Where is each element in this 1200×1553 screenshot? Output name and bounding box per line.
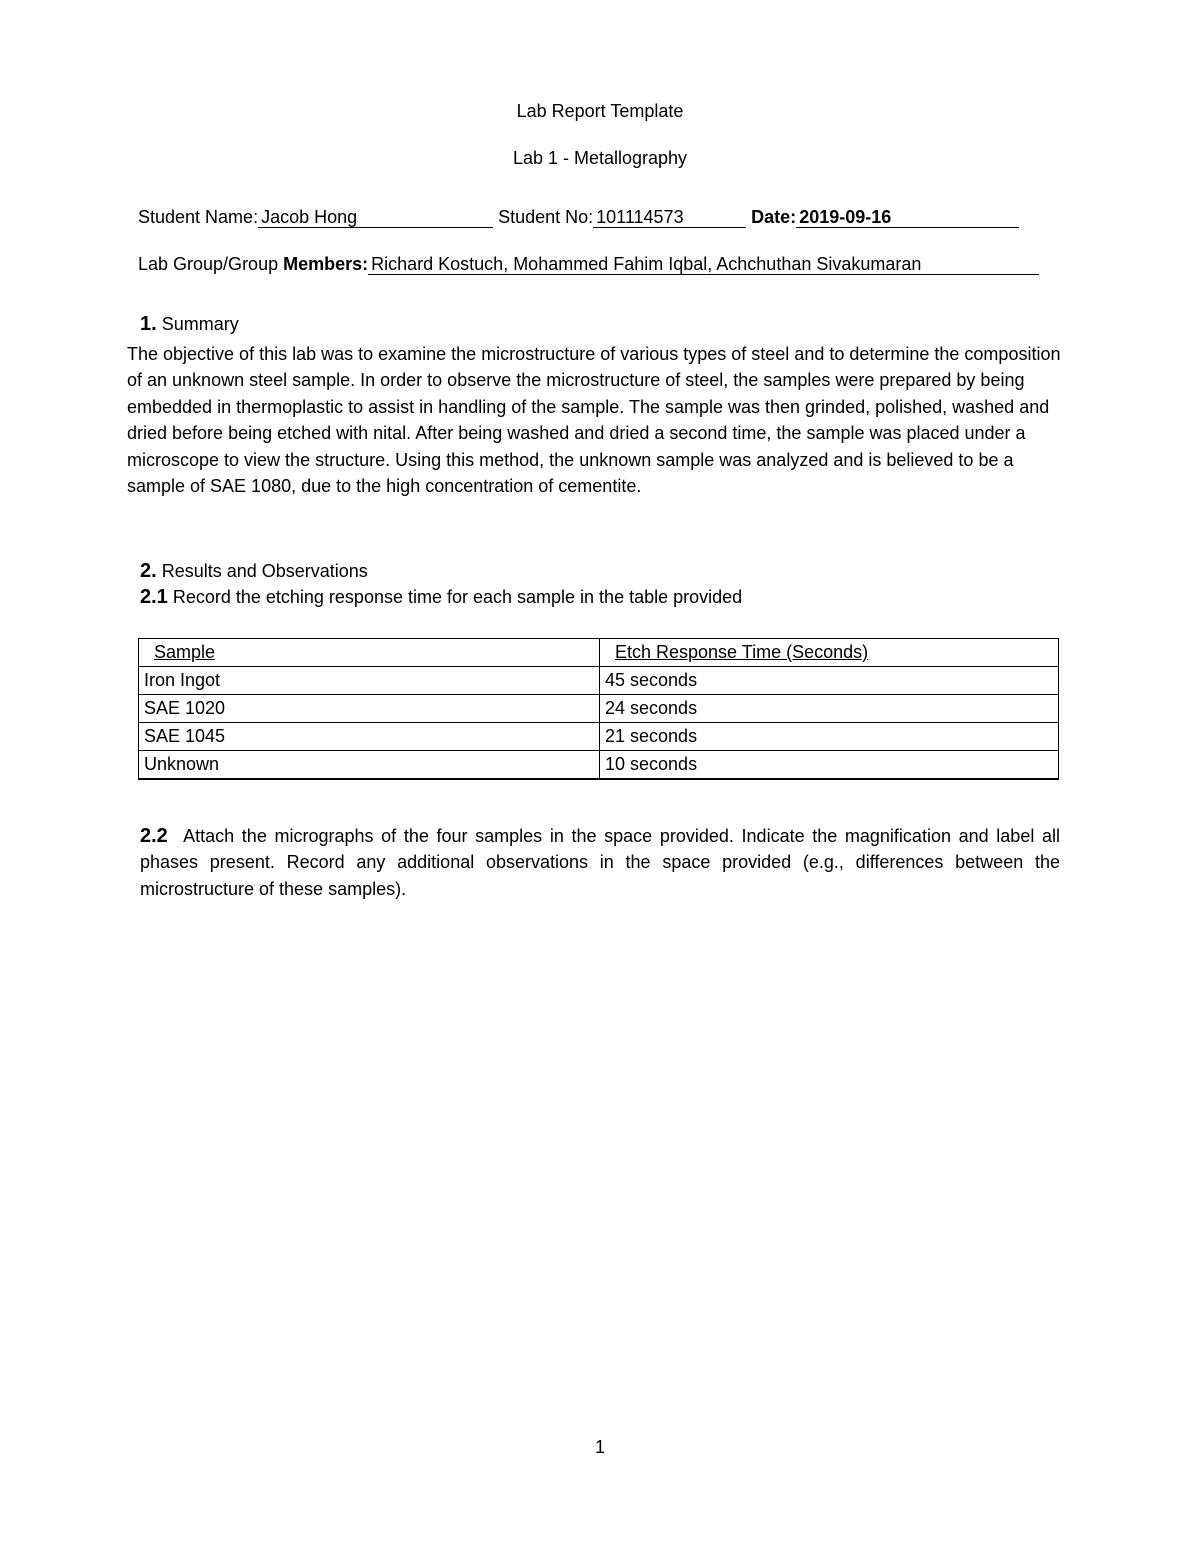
section-2-heading — [140, 560, 368, 583]
subsection-2-2 — [140, 823, 1060, 902]
subsection-2-1-text: Record the etching response time for each sample in the table provided — [172, 587, 743, 607]
table-row — [139, 723, 1059, 751]
table-cell: SAE 1045 — [139, 723, 600, 751]
table-cell: Unknown — [139, 751, 600, 780]
table-cell: 21 seconds — [600, 723, 1059, 751]
table-cell: 10 seconds — [600, 751, 1059, 780]
table-header-cell — [600, 639, 1059, 667]
group-members-value: Richard Kostuch, Mohammed Fahim Iqbal, Achchuthan Sivakumaran — [368, 254, 1039, 275]
table-row — [139, 751, 1059, 780]
date-label: Date: — [751, 207, 797, 227]
table-row — [139, 667, 1059, 695]
page-number: 1 — [594, 1437, 605, 1457]
table-row — [139, 695, 1059, 723]
date-value: 2019-09-16 — [796, 207, 1019, 228]
section-2-title: Results and Observations — [161, 561, 368, 581]
student-info-row — [138, 207, 1019, 228]
table-cell: 24 seconds — [600, 695, 1059, 723]
document-title: Lab Report Template — [516, 101, 684, 121]
student-name-label: Student Name: — [138, 207, 259, 227]
summary-paragraph: The objective of this lab was to examine the microstructure of various types of steel and to determine the composition of an unknown steel sample. In order to observe the microstructure of steel, the samples were prepared by being embedded in thermoplastic to assist in handling of the sample. The sample was then grinded, polished, washed and dried before being etched with nital. After being washed and dried a second time, the sample was placed under a microscope to view the structure. Using this method, the unknown sample was analyzed and is believed to be a sample of SAE 1080, due to the high concentration of cementite. — [127, 344, 1061, 497]
group-label — [138, 254, 368, 274]
table-cell: Iron Ingot — [139, 667, 600, 695]
table-header-row — [139, 639, 1059, 667]
subsection-2-1-number: 2.1 — [140, 586, 168, 608]
table-cell: 45 seconds — [600, 667, 1059, 695]
section-1-title: Summary — [161, 314, 239, 334]
etch-response-table — [138, 638, 1059, 780]
student-no-label: Student No: — [498, 207, 594, 227]
header-etch-time: Etch Response Time (Seconds) — [615, 642, 869, 662]
table-header-cell — [139, 639, 600, 667]
subsection-2-2-text: Attach the micrographs of the four samples in the space provided. Indicate the magnification and label all phases present. Record any additional observations in the space provided (e.g., differences between the microstructure of these samples). — [140, 826, 1060, 899]
document-subtitle: Lab 1 - Metallography — [512, 148, 688, 168]
header-sample: Sample — [154, 642, 216, 662]
section-1-number: 1. — [140, 313, 157, 335]
group-label-bold: Members: — [283, 254, 369, 274]
group-members-row — [138, 254, 1039, 275]
section-2-number: 2. — [140, 560, 157, 582]
subsection-2-1 — [140, 586, 742, 609]
table-cell: SAE 1020 — [139, 695, 600, 723]
student-no-value: 101114573 — [593, 207, 746, 228]
student-name-value: Jacob Hong — [258, 207, 493, 228]
section-1-heading — [140, 313, 239, 336]
group-label-prefix: Lab Group/Group — [138, 254, 284, 274]
subsection-2-2-number: 2.2 — [140, 825, 168, 847]
